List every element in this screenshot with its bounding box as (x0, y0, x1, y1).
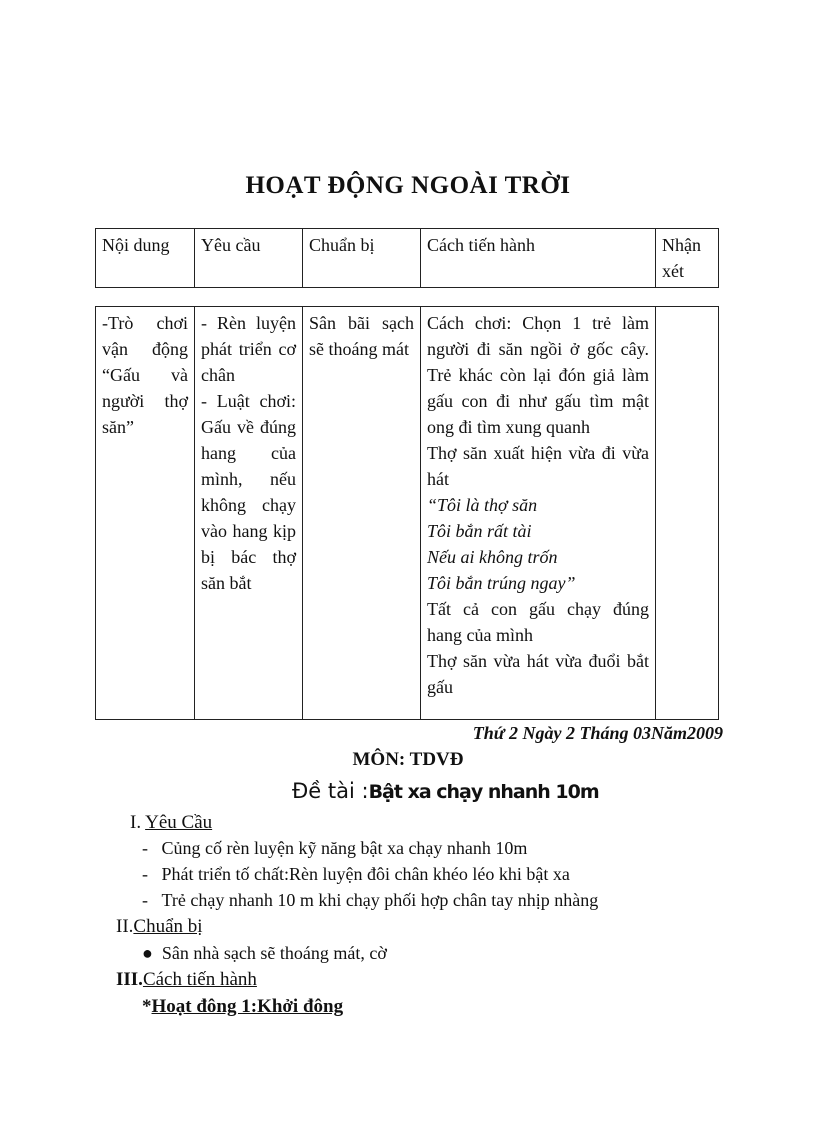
list-item-text: Phát triển tố chất:Rèn luyện đôi chân khéo léo khi bật xa (161, 864, 570, 884)
header-requirements: Yêu cầu (195, 229, 303, 288)
section-roman: II. (116, 916, 134, 937)
activity-table (95, 306, 719, 720)
procedure-intro: Cách chơi: Chọn 1 trẻ làm người đi săn ngồi ở gốc cây. Trẻ khác còn lại đón giả làm gấu con đi như gấu tìm mật ong đi tìm xung quanh (427, 313, 649, 437)
date-line: Thứ 2 Ngày 2 Tháng 03Năm2009 (472, 723, 723, 743)
topic-label: Đề tài : (292, 779, 369, 803)
bullet-icon: ● (142, 943, 153, 963)
header-table (95, 228, 719, 288)
cell-requirements (195, 307, 303, 720)
section-title: Yêu Cầu (145, 812, 213, 833)
topic-value: Bật xa chạy nhanh 10m (368, 781, 599, 803)
topic-heading (292, 778, 599, 804)
header-content: Nội dung (96, 229, 195, 288)
list-item (142, 890, 598, 911)
list-item-text: Củng cố rèn luyện kỹ năng bật xa chạy nhanh 10m (161, 838, 528, 858)
section-title: Cách tiến hành (142, 969, 257, 990)
section-roman: I. (130, 812, 142, 833)
requirement-item: - Rèn luyện phát triển cơ chân (201, 313, 296, 385)
song-line: Tôi bắn trúng ngay” (427, 573, 576, 593)
header-notes: Nhận xét (656, 229, 719, 288)
dash-icon: - (142, 890, 148, 910)
subject-heading: MÔN: TDVĐ (352, 749, 464, 770)
dash-icon: - (142, 864, 148, 884)
header-preparation: Chuẩn bị (303, 229, 421, 288)
section-roman: III. (116, 969, 143, 990)
header-row (96, 229, 719, 288)
procedure-mid: Thợ săn xuất hiện vừa đi vừa hát (427, 443, 649, 489)
list-item (142, 864, 570, 885)
section-requirements-heading (130, 812, 212, 834)
table-row (96, 307, 719, 720)
list-item-text: Sân nhà sạch sẽ thoáng mát, cờ (161, 943, 387, 963)
requirement-item: - Luật chơi: Gấu về đúng hang của mình, nếu không chạy vào hang kịp bị bác thợ săn bắt (201, 391, 296, 593)
activity-heading (142, 996, 343, 1018)
page-title: HOẠT ĐỘNG NGOÀI TRỜI (245, 172, 571, 199)
procedure-end: Tất cả con gấu chạy đúng hang của mình (427, 599, 649, 645)
list-item (142, 838, 527, 859)
section-preparation-heading (116, 916, 203, 938)
cell-content: -Trò chơi vận động “Gấu và người thợ săn” (96, 307, 195, 720)
section-procedure-heading (116, 969, 257, 991)
dash-icon: - (142, 838, 148, 858)
song-line: “Tôi là thợ săn (427, 495, 538, 515)
cell-procedure (421, 307, 656, 720)
cell-preparation: Sân bãi sạch sẽ thoáng mát (303, 307, 421, 720)
cell-notes (656, 307, 719, 720)
header-procedure: Cách tiến hành (421, 229, 656, 288)
activity-title: Hoạt đông 1:Khởi đông (151, 996, 344, 1017)
procedure-end: Thợ săn vừa hát vừa đuổi bắt gấu (427, 651, 649, 697)
activity-prefix: * (142, 996, 152, 1017)
section-title: Chuẩn bị (133, 916, 203, 937)
song-line: Tôi bắn rất tài (427, 521, 532, 541)
list-item (142, 943, 387, 964)
song-line: Nếu ai không trốn (427, 547, 558, 567)
list-item-text: Trẻ chạy nhanh 10 m khi chạy phối hợp chân tay nhịp nhàng (161, 890, 599, 910)
